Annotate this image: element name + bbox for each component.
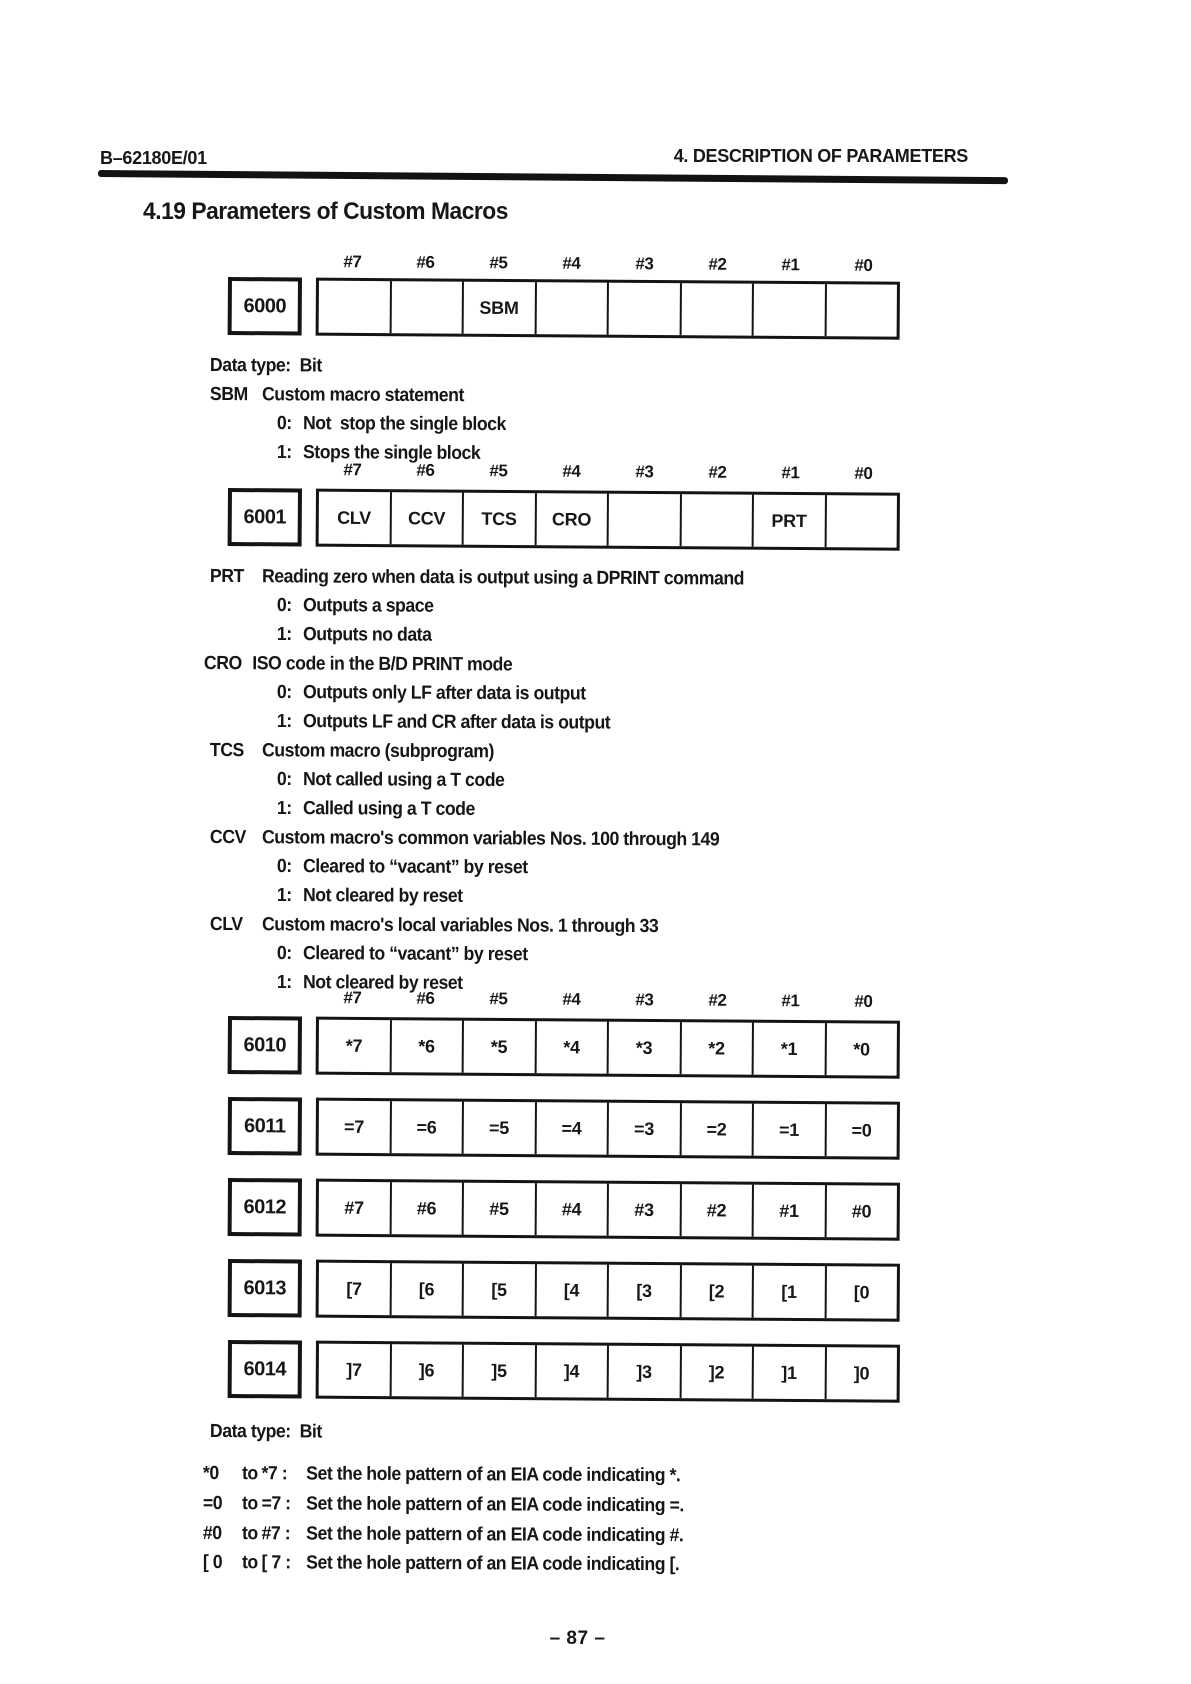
bit-cell: ]4 (534, 1345, 607, 1398)
bit-cell: #4 (534, 1183, 607, 1236)
bit-cell (534, 282, 607, 335)
bit-label: #6 (416, 460, 435, 480)
option-text: Outputs a space (302, 595, 434, 617)
note-from: =0 (202, 1493, 223, 1515)
bit-cell: #6 (389, 1182, 462, 1235)
param-code: CCV (209, 827, 246, 849)
option-text: Cleared to “vacant” by reset (302, 943, 528, 966)
note-to: #7 : (261, 1523, 291, 1545)
param-number: 6010 (228, 1016, 302, 1075)
bit-cell: ]2 (679, 1346, 752, 1399)
bit-label: #3 (635, 254, 654, 274)
bit-cell: [6 (389, 1263, 462, 1316)
note-to: =7 : (261, 1493, 291, 1515)
option-number: 0: (276, 769, 292, 791)
bit-row (316, 1341, 900, 1403)
bit-cell: *5 (462, 1021, 535, 1074)
bit-cell: ]1 (752, 1347, 825, 1400)
bit-cell (679, 283, 752, 336)
bit-cell: ]0 (824, 1347, 897, 1400)
bit-cell: =1 (752, 1104, 825, 1157)
option-number: 0: (276, 856, 292, 878)
bit-label: #0 (854, 463, 873, 483)
option-number: 0: (276, 682, 292, 704)
param-number: 6012 (228, 1178, 302, 1237)
bit-cell: #1 (752, 1185, 825, 1238)
doc-number: B–62180E/01 (100, 148, 207, 168)
bit-row (316, 1098, 900, 1160)
data-type-line: Data type: Bit (209, 355, 322, 377)
bit-label: #6 (416, 252, 435, 272)
option-line (277, 798, 475, 821)
bit-cell: SBM (462, 282, 535, 335)
param-desc: Custom macro statement (261, 384, 464, 407)
option-text: Called using a T code (302, 798, 475, 820)
bit-cell: ]7 (346, 1359, 362, 1380)
bit-label: #4 (562, 253, 581, 273)
option-line (277, 769, 505, 792)
bit-cell: #3 (607, 1184, 680, 1237)
bit-label: #3 (635, 462, 654, 482)
bit-label: #0 (854, 255, 873, 275)
option-line (277, 711, 610, 735)
bit-cell: #7 (344, 1197, 364, 1218)
option-number: 1: (276, 972, 292, 994)
param-desc: Custom macro's local variables Nos. 1 through 33 (261, 914, 659, 938)
data-type-line: Data type: Bit (209, 1421, 322, 1443)
option-text: Not cleared by reset (302, 972, 463, 994)
option-line (277, 885, 463, 908)
bit-cell: [7 (346, 1278, 362, 1299)
option-number: 1: (276, 798, 292, 820)
bit-header-row (316, 460, 900, 484)
bit-cell: =6 (389, 1101, 462, 1154)
bit-cell: =4 (534, 1102, 607, 1155)
option-line (277, 682, 586, 705)
param-code: PRT (209, 566, 244, 588)
bit-label: #7 (343, 252, 362, 272)
bit-cell: [2 (679, 1265, 752, 1318)
option-line (277, 624, 432, 647)
bit-cell: ]5 (462, 1345, 535, 1398)
param-code: CLV (209, 914, 243, 936)
option-number: 1: (276, 885, 292, 907)
bit-cell: PRT (752, 495, 825, 548)
bit-label: #6 (416, 988, 435, 1008)
param-number: 6013 (228, 1259, 302, 1318)
param-number: 6000 (228, 277, 302, 336)
bit-header-row (316, 988, 900, 1012)
bit-cell (389, 281, 462, 334)
bit-cell: *4 (534, 1021, 607, 1074)
bit-cell: =5 (462, 1102, 535, 1155)
bit-cell: =0 (824, 1104, 897, 1157)
bit-cell: *2 (679, 1022, 752, 1075)
option-text: Outputs only LF after data is output (302, 682, 586, 705)
bit-cell: ]6 (389, 1344, 462, 1397)
option-line (277, 856, 528, 879)
bit-cell: *1 (752, 1023, 825, 1076)
bit-cell: [4 (534, 1264, 607, 1317)
bit-label: #7 (343, 988, 362, 1008)
param-table-6011 (228, 1097, 900, 1160)
bit-cell (679, 494, 752, 547)
note-to: [ 7 : (261, 1552, 291, 1574)
bit-label: #5 (489, 989, 508, 1009)
bit-row (316, 278, 900, 340)
bit-label: #1 (781, 463, 800, 483)
bit-row (316, 1017, 900, 1079)
option-number: 1: (276, 442, 292, 464)
option-text: Not called using a T code (302, 769, 505, 792)
bit-header-row (316, 252, 900, 276)
note-text: Set the hole pattern of an EIA code indicating =. (306, 1493, 684, 1517)
param-table-6014 (228, 1340, 900, 1403)
bit-label: #5 (489, 461, 508, 481)
param-code-line (210, 914, 658, 938)
param-desc: Reading zero when data is output using a DPRINT command (261, 566, 745, 590)
bit-cell: #2 (679, 1184, 752, 1237)
note-from: #0 (202, 1523, 222, 1545)
bit-cell: [0 (824, 1266, 897, 1319)
bit-cell: =2 (679, 1103, 752, 1156)
bit-cell: *6 (389, 1020, 462, 1073)
bit-label: #2 (708, 462, 727, 482)
param-table-6000 (228, 277, 900, 340)
note-word: to (241, 1463, 258, 1485)
bit-cell: ]3 (607, 1346, 680, 1399)
bit-cell: CCV (389, 492, 462, 545)
bit-row (316, 1260, 900, 1322)
param-code-line (210, 384, 464, 407)
page-number: – 87 – (549, 1628, 606, 1649)
option-text: Not cleared by reset (302, 885, 463, 907)
note-text: Set the hole pattern of an EIA code indicating #. (306, 1523, 684, 1547)
param-code-line (210, 566, 744, 591)
option-text: Not stop the single block (302, 413, 506, 436)
param-desc: Custom macro (subprogram) (261, 740, 494, 763)
section-title: 4.19 Parameters of Custom Macros (143, 198, 508, 225)
bit-label: #1 (781, 991, 800, 1011)
bit-label: #4 (562, 461, 581, 481)
bit-label: #3 (635, 990, 654, 1010)
bit-cell: *3 (607, 1022, 680, 1075)
bit-label: #2 (708, 254, 727, 274)
bit-cell (824, 284, 897, 337)
bit-cell: =7 (344, 1116, 365, 1137)
option-text: Stops the single block (302, 442, 481, 464)
bit-cell: *7 (345, 1035, 363, 1056)
note-text: Set the hole pattern of an EIA code indicating [. (306, 1552, 680, 1576)
bit-row (316, 489, 900, 551)
param-desc: Custom macro's common variables Nos. 100 through 149 (261, 827, 720, 851)
bit-label: #2 (708, 990, 727, 1010)
bit-cell (607, 494, 680, 547)
param-desc: ISO code in the B/D PRINT mode (252, 653, 513, 676)
param-table-6012 (228, 1178, 900, 1241)
param-code-line (210, 827, 719, 851)
option-line (277, 595, 434, 618)
note-text: Set the hole pattern of an EIA code indicating *. (306, 1463, 681, 1487)
bit-row (316, 1179, 900, 1241)
note-line (203, 1552, 680, 1576)
option-number: 1: (276, 711, 292, 733)
param-number: 6011 (228, 1097, 302, 1156)
param-table-6013 (228, 1259, 900, 1322)
bit-cell: #5 (462, 1183, 535, 1236)
bit-cell: CLV (337, 507, 371, 528)
bit-label: #5 (489, 253, 508, 273)
bit-cell (824, 495, 897, 548)
bit-label: #1 (781, 255, 800, 275)
note-line (203, 1523, 683, 1547)
bit-label: #7 (343, 460, 362, 480)
option-number: 0: (276, 413, 292, 435)
bit-cell: [3 (607, 1265, 680, 1318)
bit-label: #0 (854, 991, 873, 1011)
param-code: CRO (203, 653, 242, 675)
param-table-6001 (228, 488, 900, 551)
bit-cell (752, 284, 825, 337)
param-code-line (210, 740, 494, 763)
option-text: Outputs no data (302, 624, 432, 646)
bit-cell: [1 (752, 1266, 825, 1319)
option-line (277, 943, 528, 966)
note-word: to (241, 1523, 258, 1545)
note-from: *0 (202, 1463, 219, 1485)
note-word: to (241, 1493, 258, 1515)
note-to: *7 : (261, 1463, 288, 1485)
bit-cell: =3 (607, 1103, 680, 1156)
param-number: 6001 (228, 488, 302, 547)
bit-cell (319, 281, 390, 333)
bit-cell: *0 (824, 1023, 897, 1076)
bit-cell: CRO (534, 493, 607, 546)
note-line (203, 1493, 684, 1517)
option-number: 1: (276, 624, 292, 646)
param-table-6010 (228, 1016, 900, 1079)
param-number: 6014 (228, 1340, 302, 1399)
chapter-heading: 4. DESCRIPTION OF PARAMETERS (673, 146, 968, 166)
bit-cell (607, 283, 680, 336)
bit-cell: #0 (824, 1185, 897, 1238)
bit-cell: TCS (462, 493, 535, 546)
note-from: [ 0 (202, 1552, 223, 1574)
header-rule (98, 170, 1008, 184)
option-number: 0: (276, 943, 292, 965)
bit-label: #4 (562, 989, 581, 1009)
option-text: Cleared to “vacant” by reset (302, 856, 528, 879)
option-line (277, 413, 506, 436)
bit-cell: [5 (462, 1264, 535, 1317)
option-number: 0: (276, 595, 292, 617)
note-line (203, 1463, 680, 1487)
param-code: TCS (209, 740, 244, 762)
param-code-line (204, 653, 512, 676)
note-word: to (241, 1552, 258, 1574)
option-text: Outputs LF and CR after data is output (302, 711, 611, 734)
param-code: SBM (209, 384, 248, 406)
